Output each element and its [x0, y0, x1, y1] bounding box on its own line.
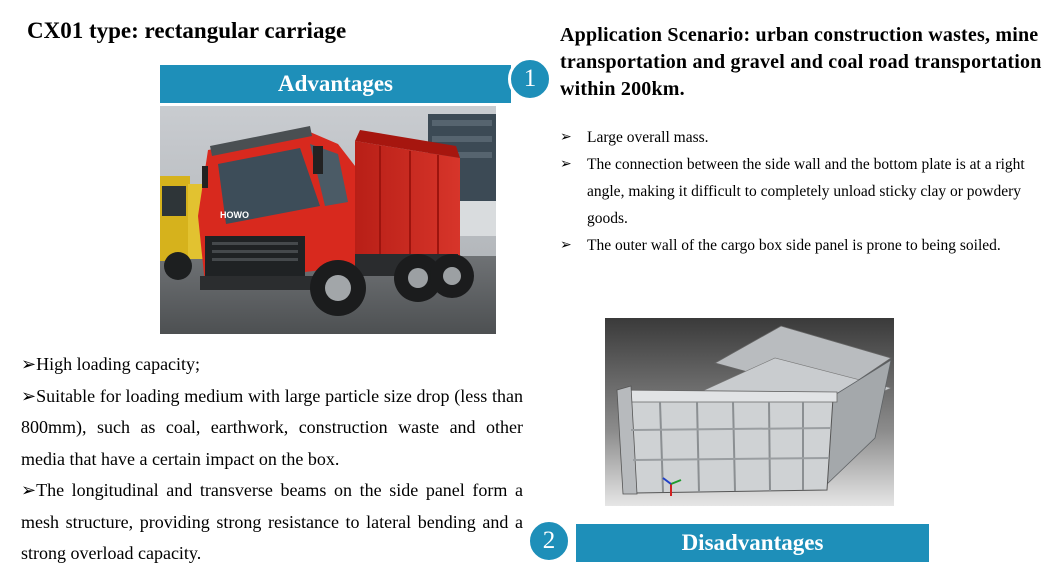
carriage-3d-model-image	[605, 318, 894, 506]
arrow-bullet-icon: ➢	[560, 238, 572, 253]
arrow-bullet-icon: ➢	[560, 157, 572, 172]
list-item-text: The outer wall of the cargo box side panel is prone to being soiled.	[587, 237, 1001, 254]
advantages-banner: Advantages	[160, 65, 511, 103]
arrow-bullet-icon: ➢	[21, 480, 37, 500]
arrow-bullet-icon: ➢	[21, 385, 37, 406]
disadvantages-number-badge: 2	[527, 519, 571, 563]
list-item	[560, 124, 1030, 151]
advantages-text	[21, 349, 523, 570]
svg-text:HOWO: HOWO	[220, 210, 249, 220]
list-item	[560, 232, 1030, 259]
list-item	[560, 151, 1030, 232]
advantage-paragraph	[21, 475, 523, 570]
page-title: CX01 type: rectangular carriage	[27, 18, 347, 43]
advantage-paragraph	[21, 349, 523, 381]
application-scenario: Application Scenario: urban construction wastes, mine transportation and gravel and coal road transportation within 200km.	[560, 24, 1042, 100]
advantage-text: The longitudinal and transverse beams on the side panel form a mesh structure, providing strong resistance to lateral bending and a strong overload capacity.	[21, 480, 523, 563]
dump-truck-photo	[160, 106, 496, 334]
advantages-number-badge: 1	[508, 57, 552, 101]
disadvantages-list	[560, 124, 1030, 259]
advantage-text: Suitable for loading medium with large particle size drop (less than 800mm), such as coal, earthwork, construction waste and other media that have a certain impact on the box.	[21, 385, 523, 469]
list-item-text: The connection between the side wall and the bottom plate is at a right angle, making it difficult to completely unload sticky clay or powdery goods.	[587, 156, 1025, 227]
disadvantages-banner: Disadvantages	[576, 524, 929, 562]
arrow-bullet-icon: ➢	[21, 354, 37, 374]
advantage-text: High loading capacity;	[36, 354, 201, 374]
arrow-bullet-icon: ➢	[560, 130, 572, 145]
list-item-text: Large overall mass.	[587, 129, 709, 146]
advantage-paragraph	[21, 381, 523, 476]
